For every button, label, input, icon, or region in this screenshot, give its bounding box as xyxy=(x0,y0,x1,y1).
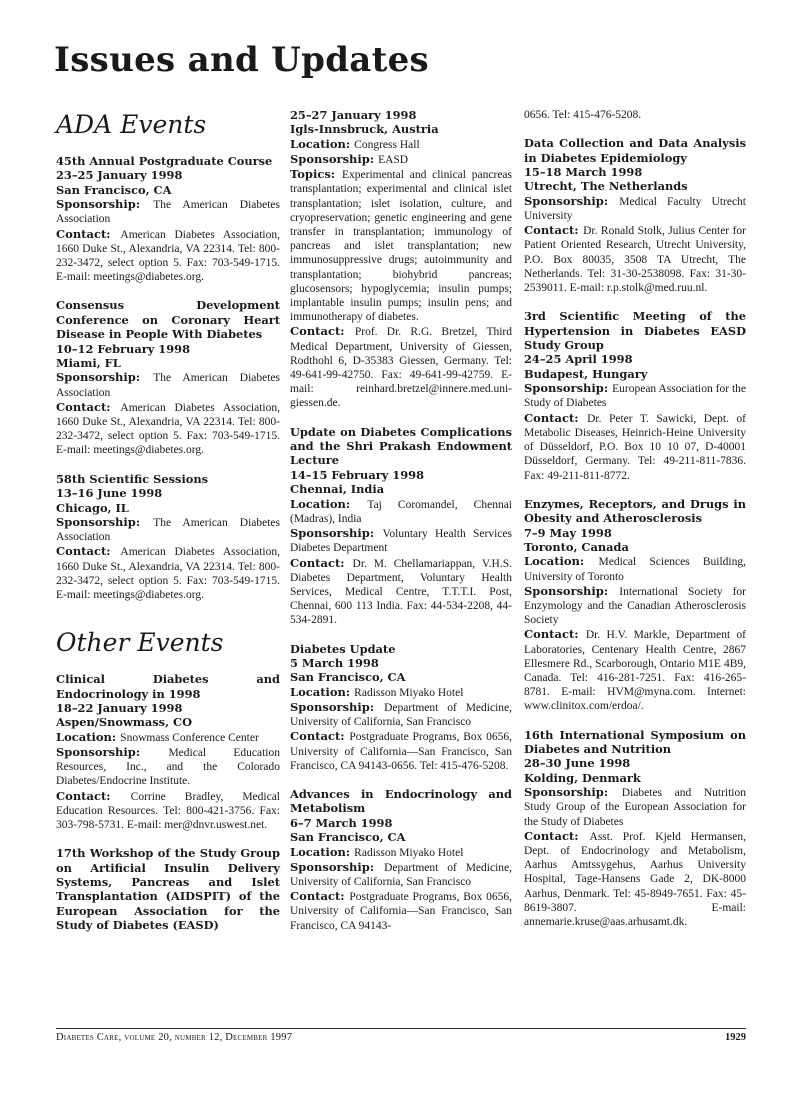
contact-label: Contact: xyxy=(56,226,121,241)
event-sponsorship xyxy=(56,515,280,544)
event-date: 7–9 May 1998 xyxy=(524,525,612,540)
contact-text: Dr. Ronald Stolk, Julius Center for Patient Oriented Research, Utrecht University, P.O. Box 80035, 3508 TA Utrecht, The Netherlands. Tel: 31-30-2538098. Fax: 31-30-2539011. E-mail: r.p.stolk@med.ruu.nl. xyxy=(524,225,746,295)
event-contact xyxy=(524,829,746,929)
event-contact xyxy=(56,544,280,602)
event-title: Diabetes Update xyxy=(290,641,396,656)
contact-text: Prof. Dr. R.G. Bretzel, Third Medical Department, University of Giessen, Rodthohl 6, D-35383 Giessen, Germany. Tel: 49-641-99-42750. Fax: 49-641-99-42759. E-mail: reinhard.bretzel@innere.med.uni-giessen.de. xyxy=(290,326,512,410)
event-title: Enzymes, Receptors, and Drugs in Obesity and Atherosclerosis xyxy=(524,496,746,526)
sponsorship-text: Department of Medicine, University of California, San Francisco xyxy=(290,701,512,729)
contact-text: Postgraduate Programs, Box 0656, University of California—San Francisco, San Francisco, CA 94143- xyxy=(290,891,512,932)
event-title: Advances in Endocrinology and Metabolism xyxy=(290,786,512,816)
sponsorship-label: Sponsorship: xyxy=(290,152,379,167)
event-date: 24–25 April 1998 xyxy=(524,352,633,367)
event-item xyxy=(290,642,512,773)
location-label: Location: xyxy=(290,844,355,859)
event-title: 58th Scientific Sessions xyxy=(56,471,209,486)
sponsorship-label: Sponsorship: xyxy=(290,526,383,541)
sponsorship-label: Sponsorship: xyxy=(524,583,620,598)
event-title: 16th International Symposium on Diabetes and Nutrition xyxy=(524,727,746,756)
sponsorship-text: EASD xyxy=(378,154,409,167)
sponsorship-label: Sponsorship: xyxy=(524,193,620,208)
event-topics xyxy=(290,167,512,324)
event-date: 28–30 June 1998 xyxy=(524,756,631,771)
event-date: 15–18 March 1998 xyxy=(524,165,643,180)
sponsorship-label: Sponsorship: xyxy=(290,699,385,714)
event-sponsorship xyxy=(56,197,280,226)
location-label: Location: xyxy=(290,136,355,151)
section-title-ada-events: ADA Events xyxy=(56,110,207,139)
event-sponsorship xyxy=(290,526,512,555)
contact-label: Contact: xyxy=(56,788,131,803)
sponsorship-text: Medical Faculty Utrecht University xyxy=(524,195,746,223)
event-sponsorship xyxy=(524,381,746,410)
page-number: 1929 xyxy=(725,1032,746,1043)
event-item xyxy=(524,497,746,714)
event-place: Chicago, IL xyxy=(56,500,129,515)
event-item xyxy=(290,787,512,933)
event-place: Chennai, India xyxy=(290,482,385,497)
event-sponsorship xyxy=(524,194,746,223)
event-date: 14–15 February 1998 xyxy=(290,467,424,482)
contact-text: American Diabetes Association, 1660 Duke St., Alexandria, VA 22314. Tel: 800-232-3472, select option 5. Fax: 703-549-1715. E-mail: meetings@diabetes.org. xyxy=(56,401,280,457)
event-item xyxy=(56,672,280,832)
event-contact xyxy=(290,324,512,410)
event-date: 25–27 January 1998 xyxy=(290,108,417,122)
event-item xyxy=(524,309,746,482)
location-label: Location: xyxy=(290,684,355,699)
contact-label: Contact: xyxy=(290,729,350,744)
event-contact xyxy=(524,411,746,483)
location-label: Location: xyxy=(56,729,121,744)
sponsorship-text: European Association for the Study of Diabetes xyxy=(524,383,747,410)
event-contact xyxy=(290,889,512,933)
event-date: 10–12 February 1998 xyxy=(56,341,190,356)
event-location xyxy=(56,730,280,745)
event-contact xyxy=(524,627,746,713)
topics-text: Experimental and clinical pancreas transplantation; experimental and clinical islet transplantation; islet isolation, culture, and cryopreservation; genetic engineering and gene transfer in transplantation; immunology of pancreas and islet transplantation; new immunosuppressive drugs; autoimmunity and transplantation; biohybrid pancreas; glucosensors; hypoglycemia; insulin pumps; implantable insulin pumps; insulin pens; and immunotherapy of diabetes. xyxy=(290,169,513,324)
event-title: Update on Diabetes Complications and the Shri Prakash Endowment Lecture xyxy=(290,424,512,468)
event-date: 23–25 January 1998 xyxy=(56,168,183,183)
contact-text: Dr. M. Chellamariappan, V.H.S. Diabetes Department, Voluntary Health Services, Medical Centre, T.T.T.I. Post, Chennai, 600 113 India. Fax: 44-534-2208, 44-534-2891. xyxy=(290,557,512,627)
contact-label: Contact: xyxy=(524,223,584,238)
contact-text: Dr. Peter T. Sawicki, Dept. of Metabolic Diseases, Heinrich-Heine University of Düsseldorf, P.O. Box 10 10 07, D-40001 Düsseldorf, Germany. Tel: 49-211-811-7836. Fax: 49-211-811-8772. xyxy=(524,412,747,482)
contact-text: Dr. H.V. Markle, Department of Laboratories, Centenary Health Centre, 2867 Ellesmere Rd., Scarborough, Ontario M1E 4B9, Canada. Tel: 416-281-7251. Fax: 416-265-8781. E-mail: HVM@myna.com. Internet: www.clinitox.com/erdoa/. xyxy=(524,629,746,713)
event-place: Igls-Innsbruck, Austria xyxy=(290,122,439,137)
event-date: 13–16 June 1998 xyxy=(56,486,163,501)
contact-text: Postgraduate Programs, Box 0656, University of California—San Francisco, San Francisco, CA 94143-0656. Tel: 415-476-5208. xyxy=(290,731,512,772)
sponsorship-text: The American Diabetes Association xyxy=(56,372,280,399)
event-item xyxy=(56,472,280,602)
event-location xyxy=(290,685,512,700)
contact-text: American Diabetes Association, 1660 Duke St., Alexandria, VA 22314. Tel: 800-232-3472, select option 5. Fax: 703-549-1715. E-mail: meetings@diabetes.org. xyxy=(56,546,280,601)
contact-label: Contact: xyxy=(524,828,590,843)
sponsorship-text: International Society for Enzymology and the Canadian Atherosclerosis Society xyxy=(524,585,746,627)
event-continuation: 0656. Tel: 415-476-5208. xyxy=(524,109,642,121)
event-place: Budapest, Hungary xyxy=(524,366,648,381)
event-date: 18–22 January 1998 xyxy=(56,700,183,715)
event-sponsorship xyxy=(290,700,512,729)
event-location xyxy=(290,137,512,152)
event-location xyxy=(290,497,512,526)
event-place: San Francisco, CA xyxy=(290,670,406,685)
contact-label: Contact: xyxy=(56,399,121,414)
sponsorship-label: Sponsorship: xyxy=(56,370,154,385)
topics-label: Topics: xyxy=(290,167,342,182)
event-place: Toronto, Canada xyxy=(524,539,629,554)
event-title: Consensus Development Conference on Coronary Heart Disease in People With Diabetes xyxy=(56,298,280,342)
page-footer xyxy=(56,1028,746,1043)
page-title: Issues and Updates xyxy=(54,40,429,80)
sponsorship-text: The American Diabetes Association xyxy=(56,199,280,226)
event-sponsorship xyxy=(290,152,512,167)
event-place: Kolding, Denmark xyxy=(524,770,641,785)
contact-label: Contact: xyxy=(290,889,350,904)
sponsorship-label: Sponsorship: xyxy=(524,785,622,800)
event-item xyxy=(290,425,512,628)
event-item xyxy=(524,728,746,930)
column-2 xyxy=(290,108,512,947)
event-item xyxy=(524,136,746,295)
event-place: Miami, FL xyxy=(56,356,121,371)
sponsorship-text: Diabetes and Nutrition Study Group of the European Association for the Study of Diabetes xyxy=(524,787,746,828)
contact-label: Contact: xyxy=(290,555,353,570)
section-title-other-events: Other Events xyxy=(56,628,224,658)
event-sponsorship xyxy=(56,370,280,399)
event-sponsorship xyxy=(524,584,746,628)
sponsorship-label: Sponsorship: xyxy=(524,381,613,396)
event-contact xyxy=(524,223,746,295)
event-contact xyxy=(290,556,512,628)
location-text: Congress Hall xyxy=(354,138,420,151)
event-place: San Francisco, CA xyxy=(290,830,406,845)
event-contact xyxy=(56,400,280,458)
event-location xyxy=(524,554,746,583)
sponsorship-label: Sponsorship: xyxy=(56,514,154,529)
contact-label: Contact: xyxy=(524,627,586,642)
event-sponsorship xyxy=(524,785,746,829)
event-item xyxy=(56,846,280,932)
event-contact xyxy=(56,789,280,833)
event-place: San Francisco, CA xyxy=(56,182,172,197)
sponsorship-text: Medical Education Resources, Inc., and the Colorado Diabetes/Endocrine Institute. xyxy=(56,746,280,788)
contact-text: Corrine Bradley, Medical Education Resources. Tel: 800-421-3756. Fax: 303-798-5731. E-mail: mer@dnvr.uswest.net. xyxy=(56,790,281,831)
contact-label: Contact: xyxy=(290,324,355,339)
event-title: Data Collection and Data Analysis in Diabetes Epidemiology xyxy=(524,136,746,165)
sponsorship-text: Voluntary Health Services Diabetes Department xyxy=(290,528,512,555)
sponsorship-text: Department of Medicine, University of California, San Francisco xyxy=(290,861,512,888)
event-title: 45th Annual Postgraduate Course xyxy=(56,154,273,168)
contact-text: Asst. Prof. Kjeld Hermansen, Dept. of Endocrinology and Metabolism, Aarhus Amtssygehus, Aarhus University Hospital, Tage-Hansens Gade 2, DK-8000 Aarhus, Denmark. Tel: 45-8949-7651. Fax: 45-8619-3807. E-mail: annemarie.kruse@aas.arhusamt.dk. xyxy=(524,830,746,929)
sponsorship-text: The American Diabetes Association xyxy=(56,516,280,544)
event-place: Aspen/Snowmass, CO xyxy=(56,715,192,730)
column-3 xyxy=(524,108,746,943)
sponsorship-label: Sponsorship: xyxy=(290,859,385,874)
journal-citation: Diabetes Care, volume 20, number 12, December 1997 xyxy=(56,1032,293,1043)
location-label: Location: xyxy=(524,554,599,569)
event-sponsorship xyxy=(56,745,280,789)
location-text: Radisson Miyako Hotel xyxy=(354,686,464,699)
event-item xyxy=(56,298,280,457)
event-location xyxy=(290,845,512,860)
location-text: Taj Coromandel, Chennai (Madras), India xyxy=(290,498,512,525)
event-contact xyxy=(290,729,512,773)
contact-text: American Diabetes Association, 1660 Duke St., Alexandria, VA 22314. Tel: 800-232-3472, select option 5. Fax: 703-549-1715. E-mail: meetings@diabetes.org. xyxy=(56,228,280,284)
location-text: Radisson Miyako Hotel xyxy=(354,846,464,859)
sponsorship-label: Sponsorship: xyxy=(56,744,169,759)
event-date: 5 March 1998 xyxy=(290,655,379,670)
event-date: 6–7 March 1998 xyxy=(290,815,393,830)
event-contact xyxy=(56,227,280,285)
event-title: 3rd Scientific Meeting of the Hypertension in Diabetes EASD Study Group xyxy=(524,309,746,353)
column-1 xyxy=(56,96,280,947)
event-sponsorship xyxy=(290,860,512,889)
event-title: 17th Workshop of the Study Group on Artificial Insulin Delivery Systems, Pancreas and Islet Transplantation (AIDSPIT) of the European Association for the Study of Diabetes (EASD) xyxy=(56,846,280,933)
location-text: Medical Sciences Building, University of Toronto xyxy=(524,556,746,583)
event-title: Clinical Diabetes and Endocrinology in 1998 xyxy=(56,672,280,701)
event-place: Utrecht, The Netherlands xyxy=(524,179,688,194)
event-item xyxy=(56,154,280,284)
location-text: Snowmass Conference Center xyxy=(120,731,259,744)
contact-label: Contact: xyxy=(524,410,588,425)
sponsorship-label: Sponsorship: xyxy=(56,197,154,212)
event-item xyxy=(290,108,512,411)
location-label: Location: xyxy=(290,496,368,511)
contact-label: Contact: xyxy=(56,544,121,559)
